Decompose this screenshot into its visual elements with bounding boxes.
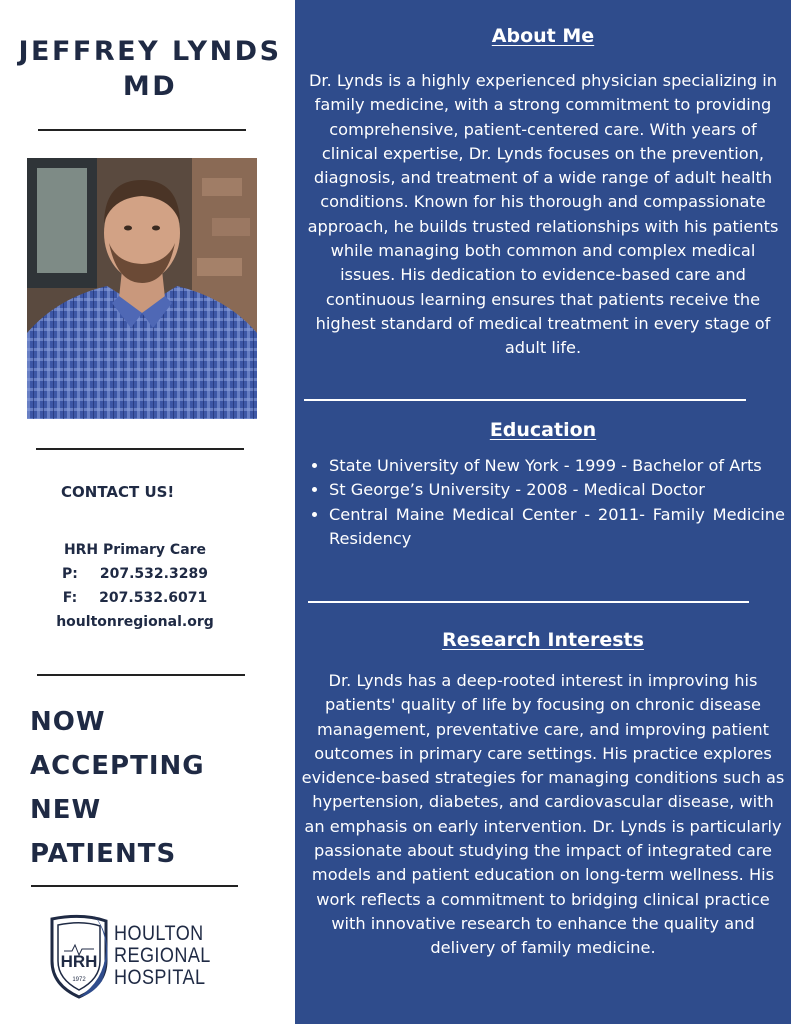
research-title: Research Interests: [442, 629, 644, 651]
divider: [308, 601, 749, 603]
education-list: [309, 454, 785, 551]
logo-line: HOULTON: [114, 922, 204, 945]
accepting-line: NEW: [30, 795, 102, 825]
contact-info: [40, 538, 230, 634]
logo-shield-text: HRH: [60, 952, 98, 971]
divider: [37, 674, 245, 676]
logo-line: HOSPITAL: [114, 966, 206, 989]
website-link[interactable]: houltonregional.org: [56, 614, 214, 630]
divider: [304, 399, 746, 401]
education-item: • Central Maine Medical Center - 2011- Family Medicine Residency: [329, 503, 785, 552]
contact-org: HRH Primary Care: [63, 542, 207, 558]
fax-number: 207.532.6071: [99, 590, 208, 606]
doctor-photo: [27, 158, 257, 419]
doctor-name-line2: MD: [122, 71, 178, 102]
education-title: Education: [489, 419, 597, 441]
left-column: [0, 0, 295, 1024]
accepting-patients: [30, 700, 205, 876]
doctor-name-line1: JEFFREY LYNDS: [18, 36, 282, 67]
fax-label: F:: [62, 590, 78, 606]
divider: [31, 885, 238, 887]
research-text: Dr. Lynds has a deep-rooted interest in improving his patients' quality of life by focusing on chronic disease management, preventative care, and improving patient outcomes in primary care settings. His practice explores evidence-based strategies for managing conditions such as hypertension, diabetes, and cardiovascular disease, with an emphasis on early intervention. Dr. Lynds is particularly passionate about studying the impact of integrated care models and patient education on long-term wellness. His work reflects a commitment to bridging clinical practice with innovative research to enhance the quality and delivery of family medicine.: [301, 671, 785, 958]
contact-title: CONTACT US!: [61, 483, 175, 501]
divider: [36, 448, 244, 450]
phone-number[interactable]: 207.532.3289: [99, 566, 208, 582]
about-text: Dr. Lynds is a highly experienced physician specializing in family medicine, with a strong commitment to providing comprehensive, patient-centered care. With years of clinical expertise, Dr. Lynds focuses on the prevention, diagnosis, and treatment of a wide range of adult health conditions. Known for his thorough and compassionate approach, he builds trusted relationships with his patients while managing both common and complex medical issues. His dedication to evidence-based care and continuous learning ensures that patients receive the highest standard of medical treatment in every stage of adult life.: [307, 71, 779, 358]
logo-line: REGIONAL: [114, 944, 211, 967]
doctor-name: [0, 34, 300, 104]
fax-row: [40, 586, 230, 610]
divider: [38, 129, 246, 131]
phone-row: [40, 562, 230, 586]
about-title: About Me: [491, 25, 595, 47]
accepting-line: ACCEPTING: [30, 751, 205, 781]
hospital-logo-text: [114, 923, 211, 989]
logo-year: 1972: [72, 977, 86, 983]
education-item: • St George’s University - 2008 - Medical Doctor: [329, 478, 785, 502]
accepting-line: PATIENTS: [30, 839, 177, 869]
right-panel: [295, 0, 791, 1024]
accepting-line: NOW: [30, 707, 106, 737]
education-item: • State University of New York - 1999 - Bachelor of Arts: [329, 454, 785, 478]
phone-label: P:: [62, 566, 78, 582]
